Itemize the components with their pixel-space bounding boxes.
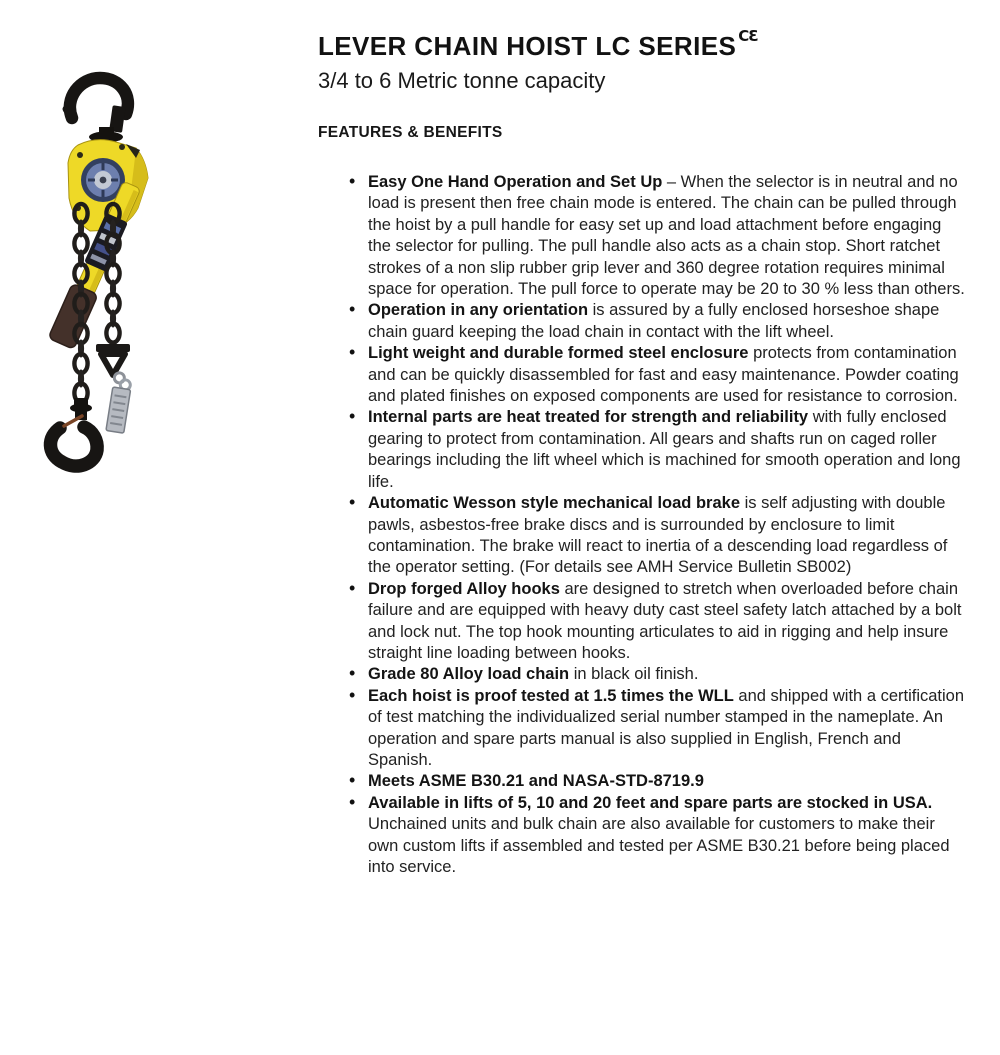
page-title — [318, 20, 968, 62]
feature-bold-lead: Internal parts are heat treated for strength and reliability — [368, 408, 809, 427]
features-heading: FEATURES & BENEFITS — [318, 124, 503, 141]
product-photo — [18, 48, 298, 513]
feature-text: protects from contamination and can be quickly disassembled for fast and easy maintenance. Powder coating and plated finishes on exposed components are used for resistance to corrosion. — [368, 344, 959, 406]
feature-text: are designed to stretch when overloaded before chain failure and are equipped with heavy duty cast steel safety latch attached by a bolt and lock nut. The top hook mounting articulates to aid in rigging and help insure straight line loading between hooks. — [368, 579, 962, 662]
feature-bold-lead: Easy One Hand Operation and Set Up — [368, 173, 663, 191]
feature-text: is self adjusting with double pawls, asbestos-free brake discs and is surrounded by enclosure to limit contamination. The brake will react to inertia of a descending load regardless of the operator setting. (For details see AMH Service Bulletin SB002) — [368, 494, 948, 577]
feature-item — [318, 407, 968, 493]
feature-item — [318, 172, 968, 300]
feature-bold-lead: Meets ASME B30.21 and NASA-STD-8719.9 — [368, 772, 704, 791]
product-description — [318, 20, 968, 878]
feature-bold-lead: Operation in any orientation — [368, 301, 589, 320]
capacity-subtitle: 3/4 to 6 Metric tonne capacity — [318, 68, 606, 93]
feature-item — [318, 300, 968, 343]
ce-mark-icon: CƐ — [738, 27, 758, 45]
feature-text: – When the selector is in neutral and no load is present then free chain mode is entered. The chain can be pulled through the hoist by a pull handle for easy set up and load attachment before engaging the selector for pulling. The pull handle also acts as a chain stop. Short ratchet strokes of a non slip rubber grip lever and 360 degree rotation requires minimal space for operation. The pull force to operate may be 20 to 30 % less than others. — [368, 173, 965, 299]
feature-bold-lead: Available in lifts of 5, 10 and 20 feet and spare parts are stocked in USA. — [368, 793, 933, 812]
feature-item — [318, 493, 968, 579]
feature-bold-lead: Grade 80 Alloy load chain — [368, 665, 570, 684]
feature-bold-lead: Each hoist is proof tested at 1.5 times the WLL — [368, 686, 734, 705]
lever-hoist-illustration — [18, 48, 298, 513]
feature-bold-lead: Light weight and durable formed steel enclosure — [368, 344, 749, 363]
feature-item — [318, 793, 968, 879]
id-tag — [106, 372, 133, 433]
feature-text: Unchained units and bulk chain are also available for customers to make their own custom lifts if assembled and tested per ASME B30.21 before being placed into service. — [368, 815, 950, 876]
rubber-grip — [48, 283, 98, 349]
top-hook — [66, 78, 128, 146]
feature-text: is assured by a fully enclosed horseshoe shape chain guard keeping the load chain in contact with the lift wheel. — [368, 301, 940, 341]
feature-item — [318, 664, 968, 685]
feature-bold-lead: Automatic Wesson style mechanical load brake — [368, 494, 740, 513]
feature-item — [318, 686, 968, 772]
feature-item — [318, 771, 968, 792]
title-text: LEVER CHAIN HOIST LC SERIES — [318, 31, 737, 61]
feature-item — [318, 343, 968, 407]
feature-text: with fully enclosed gearing to protect from contamination. All gears and shafts run on caged roller bearings including the lift wheel which is machined for smooth operation and long life. — [368, 408, 961, 491]
feature-bold-lead: Drop forged Alloy hooks — [368, 579, 560, 598]
feature-text: and shipped with a certification of test matching the individualized serial number stamped in the nameplate. An operation and spare parts manual is also supplied in English, French and Spanish. — [368, 686, 965, 769]
feature-item — [318, 579, 968, 665]
features-list — [318, 172, 968, 878]
feature-text: in black oil finish. — [569, 665, 699, 684]
chain-end-stop — [96, 344, 130, 375]
bottom-hook — [50, 398, 97, 466]
